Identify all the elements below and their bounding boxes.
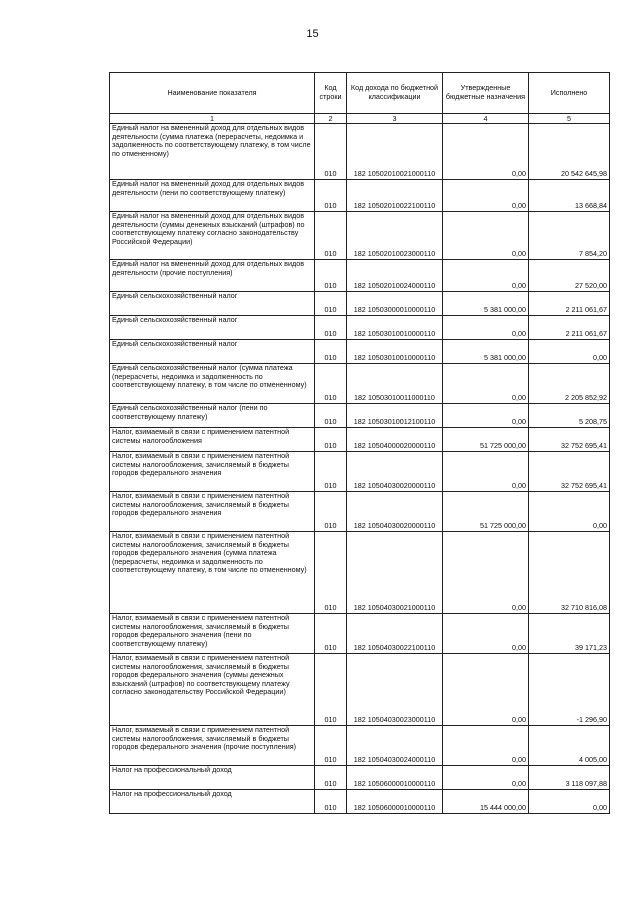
- table-row: [110, 790, 610, 814]
- table-row: [110, 316, 610, 340]
- row-name: Налог, взимаемый в связи с применением патентной системы налогообложения, зачисляемый в бюджеты городов федерального значения (суммы денежных взысканий (штрафов) по соответствующему платежу согласно законодательству Российской Федерации): [110, 654, 315, 726]
- row-line-code: 010: [315, 766, 347, 790]
- row-line-code: 010: [315, 452, 347, 492]
- table-row: [110, 260, 610, 292]
- table-row: [110, 340, 610, 364]
- row-name: Налог, взимаемый в связи с применением патентной системы налогообложения, зачисляемый в бюджеты городов федерального значения (прочие поступления): [110, 726, 315, 766]
- table-row: [110, 292, 610, 316]
- table-row: [110, 726, 610, 766]
- row-name: Налог на профессиональный доход: [110, 766, 315, 790]
- row-line-code: 010: [315, 124, 347, 180]
- row-executed: 32 752 695,41: [529, 452, 610, 492]
- row-income-code: 182 10502010023000110: [347, 212, 443, 260]
- page-number: 15: [306, 28, 319, 40]
- row-executed: 0,00: [529, 340, 610, 364]
- table-row: [110, 404, 610, 428]
- table-row: [110, 766, 610, 790]
- row-approved: 0,00: [443, 124, 529, 180]
- row-approved: 0,00: [443, 654, 529, 726]
- row-executed: 2 211 061,67: [529, 292, 610, 316]
- row-name: Единый налог на вмененный доход для отдельных видов деятельности (сумма платежа (перерасчеты, недоимка и задолженность по соответствующему платежу, в том числе по отмененному): [110, 124, 315, 180]
- table-row: [110, 532, 610, 614]
- table-row: [110, 614, 610, 654]
- row-income-code: 182 10506000010000110: [347, 766, 443, 790]
- row-approved: 0,00: [443, 532, 529, 614]
- row-executed: 5 208,75: [529, 404, 610, 428]
- row-income-code: 182 10504030024000110: [347, 726, 443, 766]
- header-approved: Утвержденные бюджетные назначения: [443, 73, 529, 114]
- row-line-code: 010: [315, 292, 347, 316]
- row-executed: 39 171,23: [529, 614, 610, 654]
- row-income-code: 182 10503010011000110: [347, 364, 443, 404]
- row-approved: 0,00: [443, 452, 529, 492]
- column-number: 2: [315, 114, 347, 124]
- row-name: Налог, взимаемый в связи с применением патентной системы налогообложения, зачисляемый в бюджеты городов федерального значения: [110, 452, 315, 492]
- row-executed: 2 205 852,92: [529, 364, 610, 404]
- row-approved: 51 725 000,00: [443, 428, 529, 452]
- row-approved: 0,00: [443, 766, 529, 790]
- row-name: Налог, взимаемый в связи с применением патентной системы налогообложения, зачисляемый в бюджеты городов федерального значения (пени по соответствующему платежу): [110, 614, 315, 654]
- row-name: Единый сельскохозяйственный налог: [110, 292, 315, 316]
- row-line-code: 010: [315, 212, 347, 260]
- row-line-code: 010: [315, 790, 347, 814]
- row-line-code: 010: [315, 404, 347, 428]
- row-income-code: 182 10504030021000110: [347, 532, 443, 614]
- row-name: Налог на профессиональный доход: [110, 790, 315, 814]
- row-income-code: 182 10504030020000110: [347, 492, 443, 532]
- row-line-code: 010: [315, 260, 347, 292]
- row-name: Единый налог на вмененный доход для отдельных видов деятельности (суммы денежных взысканий (штрафов) по соответствующему платежу согласно законодательству Российской Федерации): [110, 212, 315, 260]
- header-executed: Исполнено: [529, 73, 610, 114]
- row-income-code: 182 10502010021000110: [347, 124, 443, 180]
- header-line-code: Код строки: [315, 73, 347, 114]
- row-approved: 0,00: [443, 614, 529, 654]
- row-line-code: 010: [315, 614, 347, 654]
- row-income-code: 182 10504030022100110: [347, 614, 443, 654]
- row-line-code: 010: [315, 316, 347, 340]
- row-line-code: 010: [315, 180, 347, 212]
- table-row: [110, 452, 610, 492]
- row-name: Налог, взимаемый в связи с применением патентной системы налогообложения: [110, 428, 315, 452]
- table-row: [110, 364, 610, 404]
- row-executed: 32 710 816,08: [529, 532, 610, 614]
- row-executed: 2 211 061,67: [529, 316, 610, 340]
- row-approved: 0,00: [443, 726, 529, 766]
- row-income-code: 182 10503010010000110: [347, 340, 443, 364]
- column-number: 3: [347, 114, 443, 124]
- row-approved: 51 725 000,00: [443, 492, 529, 532]
- row-executed: -1 296,90: [529, 654, 610, 726]
- table-row: [110, 124, 610, 180]
- row-income-code: 182 10504000020000110: [347, 428, 443, 452]
- row-approved: 15 444 000,00: [443, 790, 529, 814]
- table-row: [110, 212, 610, 260]
- row-approved: 0,00: [443, 212, 529, 260]
- row-approved: 0,00: [443, 180, 529, 212]
- row-executed: 13 668,84: [529, 180, 610, 212]
- table-header: [110, 73, 610, 124]
- row-income-code: 182 10503010012100110: [347, 404, 443, 428]
- row-executed: 3 118 097,88: [529, 766, 610, 790]
- row-executed: 32 752 695,41: [529, 428, 610, 452]
- column-number: 4: [443, 114, 529, 124]
- row-name: Налог, взимаемый в связи с применением патентной системы налогообложения, зачисляемый в бюджеты городов федерального значения: [110, 492, 315, 532]
- row-line-code: 010: [315, 726, 347, 766]
- row-approved: 0,00: [443, 364, 529, 404]
- row-executed: 27 520,00: [529, 260, 610, 292]
- row-income-code: 182 10504030023000110: [347, 654, 443, 726]
- row-executed: 0,00: [529, 790, 610, 814]
- row-approved: 5 381 000,00: [443, 340, 529, 364]
- header-name: Наименование показателя: [110, 73, 315, 114]
- row-name: Единый сельскохозяйственный налог (сумма платежа (перерасчеты, недоимка и задолженность по соответствующему платежу, в том числе по отмененному): [110, 364, 315, 404]
- row-income-code: 182 10503000010000110: [347, 292, 443, 316]
- column-number: 5: [529, 114, 610, 124]
- row-name: Единый сельскохозяйственный налог: [110, 340, 315, 364]
- table-body: [110, 124, 610, 814]
- table-row: [110, 492, 610, 532]
- row-executed: 0,00: [529, 492, 610, 532]
- table-row: [110, 654, 610, 726]
- row-executed: 7 854,20: [529, 212, 610, 260]
- row-executed: 20 542 645,98: [529, 124, 610, 180]
- row-name: Единый сельскохозяйственный налог: [110, 316, 315, 340]
- row-approved: 5 381 000,00: [443, 292, 529, 316]
- row-line-code: 010: [315, 364, 347, 404]
- table-row: [110, 180, 610, 212]
- row-line-code: 010: [315, 340, 347, 364]
- table-row: [110, 428, 610, 452]
- row-income-code: 182 10506000010000110: [347, 790, 443, 814]
- row-income-code: 182 10503010010000110: [347, 316, 443, 340]
- row-name: Единый налог на вмененный доход для отдельных видов деятельности (прочие поступления): [110, 260, 315, 292]
- row-approved: 0,00: [443, 260, 529, 292]
- row-line-code: 010: [315, 532, 347, 614]
- row-name: Единый сельскохозяйственный налог (пени по соответствующему платежу): [110, 404, 315, 428]
- row-income-code: 182 10502010024000110: [347, 260, 443, 292]
- column-number: 1: [110, 114, 315, 124]
- row-line-code: 010: [315, 428, 347, 452]
- row-name: Единый налог на вмененный доход для отдельных видов деятельности (пени по соответствующему платежу): [110, 180, 315, 212]
- row-income-code: 182 10504030020000110: [347, 452, 443, 492]
- budget-income-table: [109, 72, 610, 814]
- header-income-code: Код дохода по бюджетной классификации: [347, 73, 443, 114]
- row-name: Налог, взимаемый в связи с применением патентной системы налогообложения, зачисляемый в бюджеты городов федерального значения (сумма платежа (перерасчеты, недоимка и задолженность по соответствующему платежу, в том числе по отмененному): [110, 532, 315, 614]
- row-approved: 0,00: [443, 316, 529, 340]
- row-executed: 4 005,00: [529, 726, 610, 766]
- row-line-code: 010: [315, 654, 347, 726]
- row-line-code: 010: [315, 492, 347, 532]
- row-income-code: 182 10502010022100110: [347, 180, 443, 212]
- row-approved: 0,00: [443, 404, 529, 428]
